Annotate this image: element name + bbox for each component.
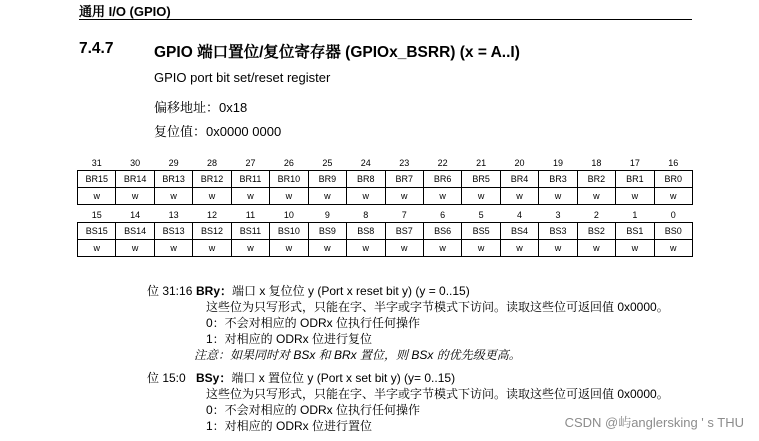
bit-name-cell: BR6 (423, 171, 461, 188)
bit-access-cell: w (231, 188, 269, 205)
bit-name-cell: BS1 (616, 223, 654, 240)
bit-name-cell: BR9 (308, 171, 346, 188)
field-desc-line: 1：对相应的 ODRx 位进行置位 (206, 419, 373, 433)
bit-number-cell: 21 (476, 157, 487, 168)
field-bits: 位 15:0 (147, 371, 186, 385)
section-header: 通用 I/O (GPIO) (79, 4, 171, 19)
bit-number-cell: 6 (440, 209, 446, 220)
bit-number-cell: 14 (130, 209, 141, 220)
bit-name-cell: BS9 (308, 223, 346, 240)
bit-access-cell: w (193, 240, 231, 257)
bit-number-cell: 22 (437, 157, 448, 168)
field-title: 端口 x 置位位 y (Port x set bit y) (y= 0..15) (231, 371, 456, 385)
field-note: 注意：如果同时对 BSx 和 BRx 置位，则 BSx 的优先级更高。 (194, 348, 521, 362)
register-table-lower (77, 207, 693, 257)
bit-number-cell: 16 (668, 157, 679, 168)
field-name: BRy： (196, 284, 233, 298)
bit-access-cell: w (154, 240, 192, 257)
bit-name-cell: BR5 (462, 171, 500, 188)
bit-number-cell: 26 (283, 157, 294, 168)
bit-access-cell: w (539, 188, 577, 205)
bit-access-cell: w (423, 240, 461, 257)
bit-access-cell: w (577, 240, 615, 257)
bit-number-cell: 25 (322, 157, 333, 168)
bit-name-cell: BR3 (539, 171, 577, 188)
bit-number-cell: 24 (360, 157, 371, 168)
watermark: CSDN @屿anglersking ' s THU (564, 415, 744, 430)
bit-name-cell: BR8 (347, 171, 385, 188)
bit-access-cell: w (78, 188, 116, 205)
bit-number-cell: 17 (629, 157, 640, 168)
field-bits: 位 31:16 (147, 284, 193, 298)
bit-access-cell: w (308, 188, 346, 205)
bit-number-cell: 12 (207, 209, 218, 220)
bit-access-cell: w (616, 188, 654, 205)
bit-number-cell: 2 (593, 209, 599, 220)
bit-name-cell: BR14 (116, 171, 154, 188)
bit-name-cell: BR15 (78, 171, 116, 188)
bit-number-cell: 20 (514, 157, 525, 168)
bit-number-cell: 4 (517, 209, 523, 220)
bit-number-cell: 3 (555, 209, 561, 220)
bit-name-cell: BS12 (193, 223, 231, 240)
bit-number-cell: 29 (168, 157, 179, 168)
address-offset-text: 偏移地址：0x18 (154, 100, 248, 115)
bit-access-cell: w (270, 188, 308, 205)
bit-number-cell: 9 (324, 209, 330, 220)
bit-access-cell: w (116, 188, 154, 205)
bit-name-cell: BS5 (462, 223, 500, 240)
bit-name-cell: BR2 (577, 171, 615, 188)
bit-name-cell: BS0 (654, 223, 692, 240)
bit-number-cell: 23 (399, 157, 410, 168)
field-heading (196, 369, 455, 386)
bit-access-cell: w (462, 188, 500, 205)
bit-name-row (78, 171, 693, 188)
field-desc-line: 这些位为只写形式，只能在字、半字或字节模式下访问。读取这些位可返回值 0x0000。 (206, 300, 669, 314)
bit-access-cell: w (539, 240, 577, 257)
bit-access-cell: w (500, 188, 538, 205)
bit-name-cell: BS2 (577, 223, 615, 240)
bit-access-cell: w (654, 240, 692, 257)
bit-name-cell: BR13 (154, 171, 192, 188)
bit-number-cell: 11 (245, 209, 256, 220)
bit-access-cell: w (423, 188, 461, 205)
field-heading (196, 282, 470, 299)
field-name: BSy： (196, 371, 232, 385)
bit-name-row (78, 223, 693, 240)
field-desc-line: 这些位为只写形式，只能在字、半字或字节模式下访问。读取这些位可返回值 0x0000。 (206, 387, 669, 401)
bit-name-cell: BR4 (500, 171, 538, 188)
bit-number-row (78, 207, 693, 223)
bit-access-row (78, 188, 693, 205)
bit-number-cell: 19 (552, 157, 563, 168)
bit-number-row (78, 155, 693, 171)
bit-access-cell: w (577, 188, 615, 205)
bit-access-cell: w (347, 188, 385, 205)
bit-access-cell: w (654, 188, 692, 205)
bit-name-cell: BS14 (116, 223, 154, 240)
bit-name-cell: BR1 (616, 171, 654, 188)
bit-number-cell: 18 (591, 157, 602, 168)
bit-access-cell: w (500, 240, 538, 257)
bit-access-cell: w (270, 240, 308, 257)
bit-access-cell: w (193, 188, 231, 205)
bit-access-cell: w (116, 240, 154, 257)
field-desc-line: 1：对相应的 ODRx 位进行复位 (206, 332, 373, 346)
bit-name-cell: BS8 (347, 223, 385, 240)
address-offset (154, 97, 247, 116)
register-table-upper (77, 155, 693, 205)
bit-number-cell: 31 (91, 157, 102, 168)
bit-number-cell: 0 (670, 209, 676, 220)
bit-access-cell: w (231, 240, 269, 257)
bit-access-cell: w (385, 240, 423, 257)
bit-access-cell: w (347, 240, 385, 257)
bit-number-cell: 10 (283, 209, 294, 220)
bit-name-cell: BS3 (539, 223, 577, 240)
bit-name-cell: BS13 (154, 223, 192, 240)
field-desc-line: 0：不会对相应的 ODRx 位执行任何操作 (206, 316, 421, 330)
section-number: 7.4.7 (79, 40, 114, 57)
bit-name-cell: BS4 (500, 223, 538, 240)
bit-number-cell: 1 (632, 209, 638, 220)
bit-name-cell: BS15 (78, 223, 116, 240)
bit-access-cell: w (308, 240, 346, 257)
reset-value (154, 121, 281, 140)
reset-value-text: 复位值：0x0000 0000 (154, 124, 282, 139)
bit-name-cell: BR10 (270, 171, 308, 188)
bit-number-cell: 27 (245, 157, 256, 168)
bit-number-cell: 5 (478, 209, 484, 220)
bit-name-cell: BR12 (193, 171, 231, 188)
register-subtitle (154, 70, 330, 85)
register-subtitle-text: GPIO port bit set/reset register (154, 70, 331, 85)
bit-name-cell: BR11 (231, 171, 269, 188)
bit-number-cell: 15 (91, 209, 102, 220)
bit-name-cell: BS7 (385, 223, 423, 240)
bit-name-cell: BS10 (270, 223, 308, 240)
bit-number-cell: 30 (130, 157, 141, 168)
bit-access-cell: w (385, 188, 423, 205)
bit-number-cell: 7 (401, 209, 407, 220)
bit-number-cell: 28 (207, 157, 218, 168)
bit-access-row (78, 240, 693, 257)
bit-name-cell: BR7 (385, 171, 423, 188)
bit-number-cell: 8 (363, 209, 369, 220)
header-rule (79, 19, 692, 20)
field-title: 端口 x 复位位 y (Port x reset bit y) (y = 0..15) (232, 284, 470, 298)
section-title: GPIO 端口置位/复位寄存器 (GPIOx_BSRR) (x = A..I) (154, 44, 520, 61)
bit-name-cell: BS11 (231, 223, 269, 240)
bit-access-cell: w (154, 188, 192, 205)
bit-number-cell: 13 (168, 209, 179, 220)
bit-access-cell: w (78, 240, 116, 257)
bit-access-cell: w (616, 240, 654, 257)
bit-name-cell: BR0 (654, 171, 692, 188)
bit-access-cell: w (462, 240, 500, 257)
bit-name-cell: BS6 (423, 223, 461, 240)
field-desc-line: 0：不会对相应的 ODRx 位执行任何操作 (206, 403, 421, 417)
